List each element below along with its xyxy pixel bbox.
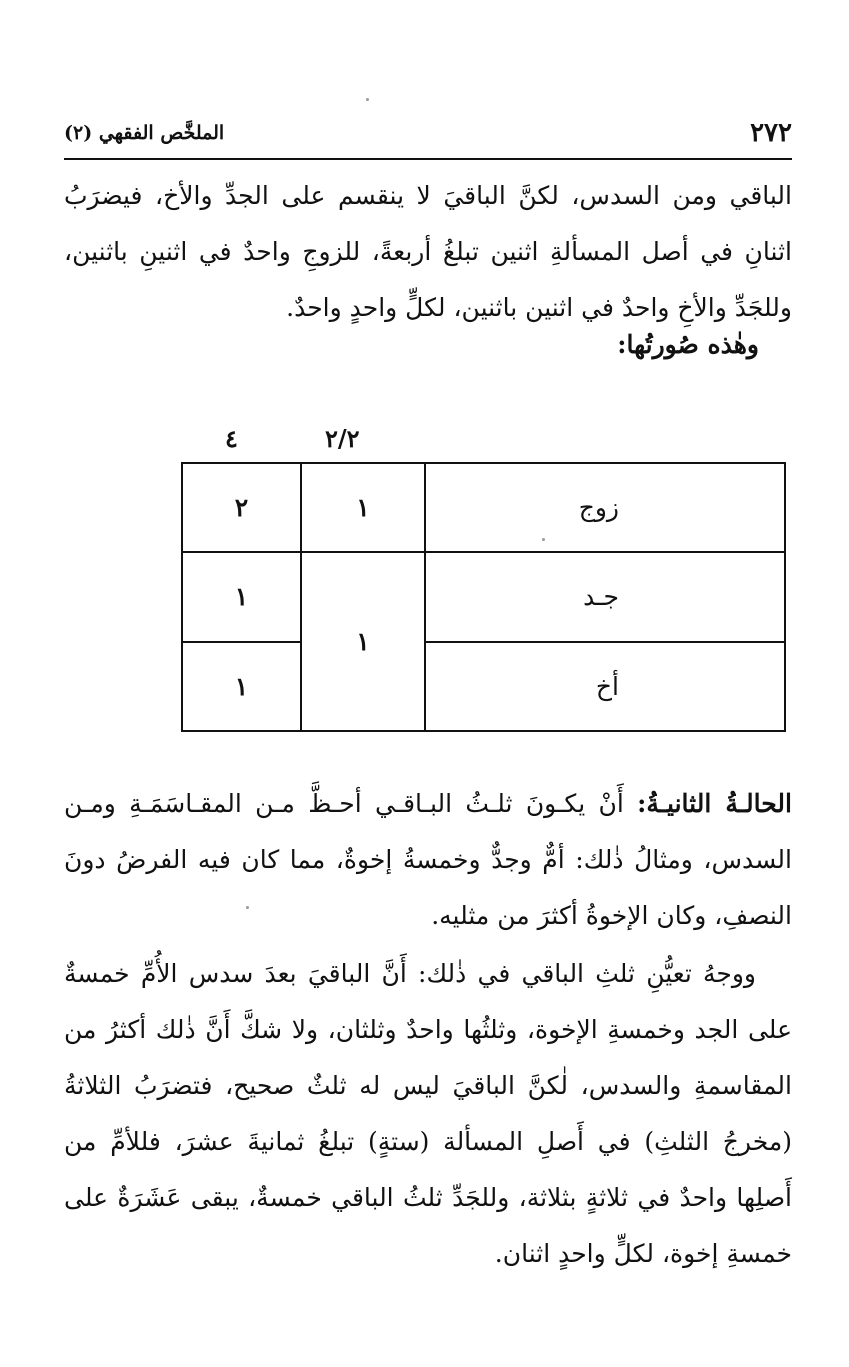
share-cell: ١ (182, 642, 301, 731)
heir-cell: زوج (425, 463, 785, 552)
page-header (64, 118, 792, 160)
scan-speck (366, 98, 369, 101)
page-number: ٢٧٢ (750, 118, 792, 148)
share-cell: ١ (182, 552, 301, 641)
paragraph-3: ووجهُ تعيُّنِ ثلثِ الباقي في ذٰلك: أَنَّ الباقيَ بعدَ سدس الأُمِّ خمسةٌ على الجد وخمسةِ الإخوة، وثلثُها واحدٌ وثلثان، ولا شكَّ أَنَّ ذٰلك أكثرُ من المقاسمةِ والسدس، لٰكنَّ الباقيَ ليس له ثلثٌ صحيح، فتضرَبُ الثلاثةُ (مخرجُ الثلثِ) في أَصلِ المسألة (ستةٍ) تبلغُ ثمانيةَ عشرَ، فللأمِّ من أَصلِها واحدٌ في ثلاثةٍ بثلاثة، وللجَدِّ ثلثُ الباقي خمسةٌ، يبقى عَشَرَةٌ على خمسةِ إخوة، لكلٍّ واحدٍ اثنان. (64, 959, 792, 1268)
scan-speck (246, 906, 249, 909)
paragraph-1: الباقي ومن السدس، لكنَّ الباقيَ لا ينقسم على الجدِّ والأخ، فيضرَبُ اثنانِ في أصل المسألةِ اثنين تبلغُ أربعةً، للزوجِ واحدٌ في اثنينِ باثنين، وللجَدِّ والأخِ واحدٌ في اثنين باثنين، لكلٍّ واحدٍ واحدٌ. (64, 181, 792, 322)
table-caption: وهٰذه صُورتُها: (617, 330, 759, 359)
running-title: الملخَّص الفقهي (٢) (64, 122, 225, 144)
heir-cell: جـد (425, 552, 785, 641)
table-row (182, 642, 785, 731)
paragraph-2 (64, 776, 792, 944)
original-share-cell: ١ (301, 552, 425, 731)
column-header-multiplier: ٢/٢ (325, 424, 360, 453)
case-heading: الحالـةُ الثانيـةُ: (637, 789, 792, 818)
case-text: أَنْ يكـونَ ثلـثُ البـاقـي أحـظَّ مـن المقـاسَمَـةِ ومـن السدس، ومثالُ ذٰلك: أمٌّ وجدٌّ وخمسةُ إخوةٌ، مما كان فيه الفرضُ دونَ النصفِ، وكان الإخوةُ أكثرَ من مثليه. (64, 789, 792, 930)
scan-speck (542, 538, 545, 541)
column-header-base: ٤ (225, 424, 238, 453)
heir-cell: أخ (425, 642, 785, 731)
original-share-cell: ١ (301, 463, 425, 552)
share-cell: ٢ (182, 463, 301, 552)
inheritance-table (181, 462, 786, 732)
table-row (182, 463, 785, 552)
table-row (182, 552, 785, 641)
